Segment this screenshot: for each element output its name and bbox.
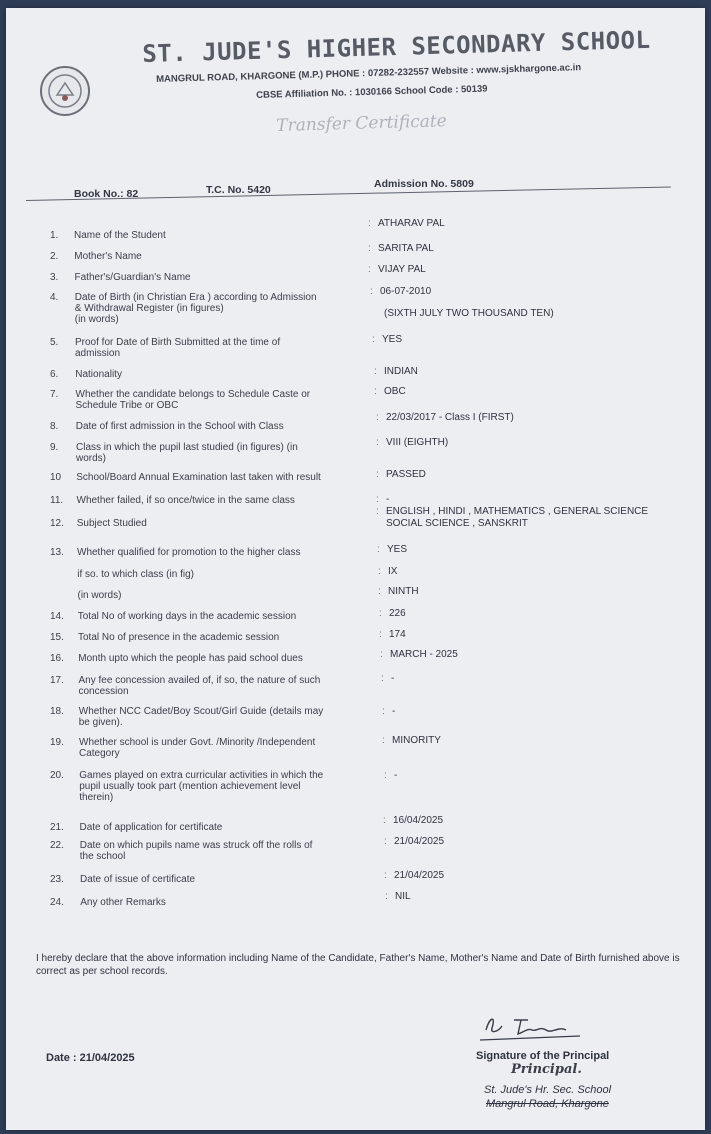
row-label-line: & Withdrawal Register (in figures)	[74, 303, 224, 314]
row-separator: :	[376, 506, 379, 517]
row-value	[387, 544, 694, 556]
row-value	[386, 506, 694, 530]
row-separator: :	[385, 891, 388, 902]
row-value-line: SARITA PAL	[378, 243, 434, 254]
row-label-line: Whether school is under Govt. /Minority /Independent	[79, 737, 316, 748]
affiliation-info: CBSE Affiliation No. : 1030166 School Code : 50139	[256, 83, 488, 101]
row-label-line: Father's/Guardian's Name	[74, 272, 191, 283]
row-separator: :	[370, 286, 373, 297]
row-label-line: Any other Remarks	[80, 897, 166, 908]
row-number: 9.	[50, 442, 59, 453]
row-label	[74, 251, 369, 262]
declaration-text: I hereby declare that the above information including Name of the Candidate, Father's Name, Mother's Name and Date of Birth furnished above is correct as per school records.	[36, 953, 680, 977]
row-separator: :	[377, 544, 380, 555]
row-value-line: YES	[382, 334, 403, 345]
row-label	[76, 472, 371, 483]
row-label-line: Class in which the pupil last studied (in figures) (in	[76, 442, 298, 453]
row-number: 18.	[50, 706, 64, 717]
row-value	[394, 870, 694, 882]
row-value	[386, 412, 694, 424]
row-label-line: Subject Studied	[76, 518, 147, 529]
row-value	[393, 815, 694, 827]
row-label-line: Date of application for certificate	[79, 822, 223, 833]
row-value-line: 21/04/2025	[394, 870, 445, 881]
row-number: 8.	[50, 421, 59, 432]
row-value-line: PASSED	[386, 469, 426, 480]
row-label-line: Total No of presence in the academic session	[78, 632, 280, 643]
row-label-line: Date of Birth (in Christian Era ) according to Admission	[74, 292, 317, 303]
row-value-line: 21/04/2025	[394, 836, 445, 847]
row-number: 14.	[50, 611, 64, 622]
row-separator: :	[368, 264, 371, 275]
row-label	[77, 518, 372, 529]
row-label	[75, 369, 370, 380]
row-label-line: Total No of working days in the academic session	[77, 611, 297, 622]
certificate-page	[6, 8, 705, 1130]
row-separator: :	[368, 243, 371, 254]
row-value	[392, 735, 694, 747]
row-number: 22.	[50, 840, 64, 851]
row-label-line: School/Board Annual Examination last taken with result	[76, 472, 321, 483]
school-stamp-address: Mangrul Road, Khargone	[486, 1098, 609, 1110]
row-label-line: (in words)	[77, 590, 122, 601]
row-label	[80, 897, 375, 908]
row-value	[384, 386, 694, 398]
row-label-line: if so. to which class (in fig)	[77, 569, 194, 580]
row-value-line: VIII (EIGHTH)	[386, 437, 449, 448]
row-number: 13.	[50, 547, 64, 558]
row-label	[79, 737, 374, 759]
tc-number: T.C. No. 5420	[206, 184, 271, 196]
school-address: MANGRUL ROAD, KHARGONE (M.P.) PHONE : 07282-232557 Website : www.sjskhargone.ac.in	[156, 62, 582, 85]
row-value-line: -	[386, 494, 390, 505]
row-value	[390, 649, 694, 661]
row-value-line: 16/04/2025	[393, 815, 444, 826]
row-separator: :	[378, 566, 381, 577]
row-value-line: OBC	[384, 386, 406, 397]
row-label-line: words)	[76, 453, 107, 464]
row-value-line: 174	[389, 629, 406, 640]
row-value-line: (SIXTH JULY TWO THOUSAND TEN)	[384, 308, 554, 319]
row-separator: :	[384, 770, 387, 781]
row-label	[80, 874, 375, 885]
row-number: 2.	[50, 251, 59, 262]
row-label-line: Any fee concession availed of, if so, the nature of such	[78, 675, 321, 686]
row-separator: :	[379, 629, 382, 640]
school-name: ST. JUDE'S HIGHER SECONDARY SCHOOL	[142, 25, 651, 68]
row-value-line: 06-07-2010	[380, 286, 432, 297]
row-separator: :	[376, 412, 379, 423]
row-value	[386, 469, 694, 481]
row-value-line: IX	[388, 566, 398, 577]
row-label-line: Month upto which the people has paid school dues	[78, 653, 303, 664]
row-value	[378, 218, 694, 230]
row-number: 19.	[50, 737, 64, 748]
school-logo	[40, 66, 90, 116]
row-value-line: MINORITY	[392, 735, 441, 746]
row-value-line: SOCIAL SCIENCE , SANSKRIT	[386, 518, 528, 529]
row-label-line: therein)	[79, 792, 114, 803]
row-separator: :	[384, 836, 387, 847]
row-value-line: 22/03/2017 - Class I (FIRST)	[386, 412, 514, 423]
row-value-line: -	[391, 673, 395, 684]
row-separator: :	[372, 334, 375, 345]
row-separator: :	[379, 608, 382, 619]
row-label	[75, 292, 370, 325]
row-label-line: pupil usually took part (mention achievement level	[79, 781, 301, 792]
row-label	[78, 611, 373, 622]
row-value	[382, 334, 694, 346]
row-label-line: Nationality	[75, 369, 122, 380]
row-label	[78, 653, 373, 664]
row-label	[78, 632, 373, 643]
row-label-line: Name of the Student	[74, 230, 166, 241]
row-value	[394, 770, 694, 782]
row-label	[77, 569, 372, 580]
row-value-line: MARCH - 2025	[390, 649, 458, 660]
row-label-line: Schedule Tribe or OBC	[75, 400, 179, 411]
row-value	[391, 673, 694, 685]
row-label-line: Mother's Name	[74, 251, 142, 262]
row-number: 11.	[50, 495, 64, 506]
row-separator: :	[376, 437, 379, 448]
row-label-line: (in words)	[74, 314, 119, 325]
row-value	[395, 891, 694, 903]
row-value-line: VIJAY PAL	[378, 264, 426, 275]
row-value	[384, 366, 694, 378]
signature-label: Signature of the Principal	[476, 1050, 610, 1062]
row-number: 3.	[50, 272, 59, 283]
row-label-line: Date of first admission in the School with Class	[75, 421, 284, 432]
row-label-line: Proof for Date of Birth Submitted at the time of	[75, 337, 281, 348]
row-separator: :	[376, 469, 379, 480]
row-label	[79, 770, 374, 803]
row-separator: :	[380, 649, 383, 660]
row-number: 23.	[50, 874, 64, 885]
row-label	[79, 675, 374, 697]
row-label	[80, 840, 375, 862]
row-label	[76, 389, 371, 411]
row-number: 7.	[50, 389, 59, 400]
row-value	[378, 243, 694, 255]
row-label-line: Date on which pupils name was struck off the rolls of	[79, 840, 313, 851]
row-value	[378, 264, 694, 276]
row-value-line: YES	[387, 544, 408, 555]
row-separator: :	[381, 673, 384, 684]
row-label-line: concession	[78, 686, 129, 697]
row-value-line: INDIAN	[384, 366, 418, 377]
row-value-line: 226	[389, 608, 406, 619]
row-label	[75, 337, 370, 359]
row-value	[386, 494, 694, 506]
row-label	[74, 230, 369, 241]
principal-title: Principal.	[511, 1062, 582, 1077]
row-label-line: the school	[79, 851, 126, 862]
row-value	[380, 286, 694, 320]
issue-date: Date : 21/04/2025	[46, 1052, 135, 1064]
row-value	[389, 629, 694, 641]
row-label	[76, 442, 371, 464]
row-label	[77, 547, 372, 558]
row-number: 21.	[50, 822, 64, 833]
row-separator: :	[382, 735, 385, 746]
row-separator: :	[382, 706, 385, 717]
row-number: 24.	[50, 897, 64, 908]
row-separator: :	[378, 586, 381, 597]
row-label	[77, 495, 372, 506]
row-value	[386, 437, 694, 449]
row-number: 17.	[50, 675, 64, 686]
school-stamp-name: St. Jude's Hr. Sec. School	[484, 1084, 612, 1096]
row-number: 6.	[50, 369, 59, 380]
row-label	[80, 822, 375, 833]
row-value	[389, 608, 694, 620]
row-separator: :	[374, 386, 377, 397]
row-separator: :	[368, 218, 371, 229]
row-number: 1.	[50, 230, 59, 241]
row-label-line: Games played on extra curricular activities in which the	[79, 770, 324, 781]
row-label	[78, 590, 373, 601]
row-value-line: NINTH	[388, 586, 419, 597]
row-number: 5.	[50, 337, 59, 348]
book-number: Book No.: 82	[74, 188, 139, 200]
row-label-line: admission	[75, 348, 121, 359]
row-value	[388, 566, 694, 578]
row-value-line: ATHARAV PAL	[378, 218, 445, 229]
signature-mark	[476, 1010, 586, 1044]
row-number: 15.	[50, 632, 64, 643]
row-label-line: Whether the candidate belongs to Schedule Caste or	[75, 389, 311, 400]
row-value	[394, 836, 694, 848]
row-number: 12.	[50, 518, 64, 529]
row-number: 16.	[50, 653, 64, 664]
row-separator: :	[376, 494, 379, 505]
row-label-line: Whether qualified for promotion to the higher class	[77, 547, 301, 558]
row-separator: :	[374, 366, 377, 377]
document-title: Transfer Certificate	[276, 111, 448, 136]
row-label	[79, 706, 374, 728]
row-value-line: ENGLISH , HINDI , MATHEMATICS , GENERAL SCIENCE	[386, 506, 649, 517]
row-number: 4.	[50, 292, 59, 303]
row-number: 10	[50, 472, 62, 483]
row-label-line: Category	[79, 748, 120, 759]
row-label-line: be given).	[78, 717, 123, 728]
row-value-line: -	[392, 706, 396, 717]
row-label-line: Date of issue of certificate	[80, 874, 196, 885]
row-separator: :	[384, 870, 387, 881]
row-value	[392, 706, 694, 718]
row-label	[75, 272, 370, 283]
row-number: 20.	[50, 770, 64, 781]
row-value-line: -	[394, 770, 398, 781]
row-value	[388, 586, 694, 598]
row-label-line: Whether NCC Cadet/Boy Scout/Girl Guide (details may	[78, 706, 324, 717]
row-label	[76, 421, 371, 432]
row-value-line: NIL	[395, 891, 411, 902]
row-label-line: Whether failed, if so once/twice in the same class	[76, 495, 295, 506]
admission-number: Admission No. 5809	[374, 178, 474, 190]
row-separator: :	[383, 815, 386, 826]
